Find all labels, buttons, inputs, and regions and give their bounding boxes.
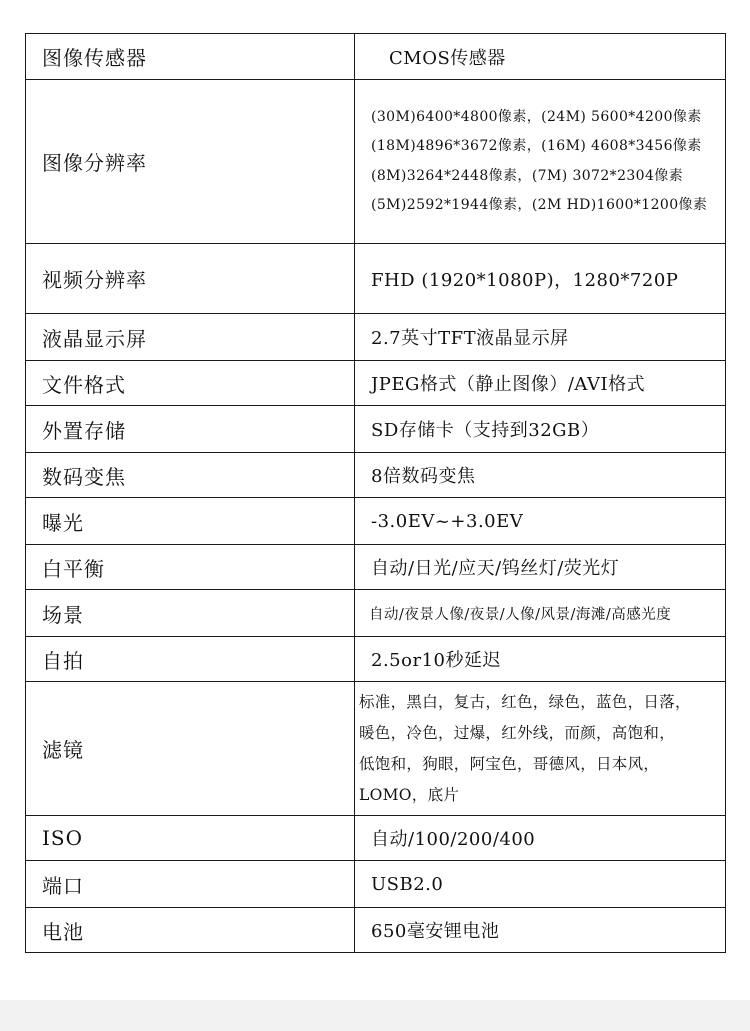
row-label: 图像分辨率 xyxy=(26,80,355,244)
table-row xyxy=(26,637,726,682)
row-value: 8倍数码变焦 xyxy=(355,453,726,498)
row-label: 图像传感器 xyxy=(26,34,355,80)
row-label: 自拍 xyxy=(26,637,355,682)
row-value: CMOS传感器 xyxy=(355,34,726,80)
row-label: 端口 xyxy=(26,861,355,908)
table-row xyxy=(26,314,726,361)
row-value: 自动/夜景人像/夜景/人像/风景/海滩/高感光度 xyxy=(355,590,726,637)
row-value: -3.0EV~+3.0EV xyxy=(355,498,726,545)
row-label: 电池 xyxy=(26,908,355,953)
table-row xyxy=(26,244,726,314)
row-label: 曝光 xyxy=(26,498,355,545)
row-label: 外置存储 xyxy=(26,406,355,453)
table-row xyxy=(26,816,726,861)
value-line: (18M)4896*3672像素，(16M) 4608*3456像素 xyxy=(371,138,702,154)
row-label: 文件格式 xyxy=(26,361,355,406)
row-value xyxy=(355,80,726,244)
table-row xyxy=(26,80,726,244)
spec-table xyxy=(25,33,726,953)
row-value: 自动/日光/应天/钨丝灯/荧光灯 xyxy=(355,545,726,590)
row-label: 视频分辨率 xyxy=(26,244,355,314)
value-line: 低饱和，狗眼，阿宝色，哥德风，日本风， xyxy=(359,754,660,773)
row-value: JPEG格式（静止图像）/AVI格式 xyxy=(355,361,726,406)
value-line: (30M)6400*4800像素，(24M) 5600*4200像素 xyxy=(371,108,702,125)
value-line: LOMO，底片 xyxy=(359,785,460,804)
row-label: 场景 xyxy=(26,590,355,637)
row-value: 650毫安锂电池 xyxy=(355,908,726,953)
table-row xyxy=(26,498,726,545)
table-row xyxy=(26,361,726,406)
value-line: 标准，黑白，复古，红色，绿色，蓝色，日落， xyxy=(359,692,691,711)
row-value: 自动/100/200/400 xyxy=(355,816,726,861)
value-line: (8M)3264*2448像素，(7M) 3072*2304像素 xyxy=(371,167,684,184)
value-line: (5M)2592*1944像素，(2M HD)1600*1200像素 xyxy=(371,197,708,213)
table-row xyxy=(26,545,726,590)
table-row xyxy=(26,908,726,953)
row-value xyxy=(355,682,726,816)
bottom-band xyxy=(0,1000,750,1031)
row-value: 2.7英寸TFT液晶显示屏 xyxy=(355,314,726,361)
row-label: 滤镜 xyxy=(26,682,355,816)
row-value: USB2.0 xyxy=(355,861,726,908)
table-row xyxy=(26,682,726,816)
value-line: 暖色，冷色，过爆，红外线，而颜，高饱和， xyxy=(359,723,676,742)
row-label: 白平衡 xyxy=(26,545,355,590)
row-value: 2.5or10秒延迟 xyxy=(355,637,726,682)
table-row xyxy=(26,34,726,80)
row-value: SD存储卡（支持到32GB） xyxy=(355,406,726,453)
table-row xyxy=(26,406,726,453)
row-value: FHD (1920*1080P)，1280*720P xyxy=(355,244,726,314)
table-row xyxy=(26,590,726,637)
table-row xyxy=(26,861,726,908)
table-row xyxy=(26,453,726,498)
row-label: 数码变焦 xyxy=(26,453,355,498)
row-label: ISO xyxy=(26,816,355,861)
row-label: 液晶显示屏 xyxy=(26,314,355,361)
